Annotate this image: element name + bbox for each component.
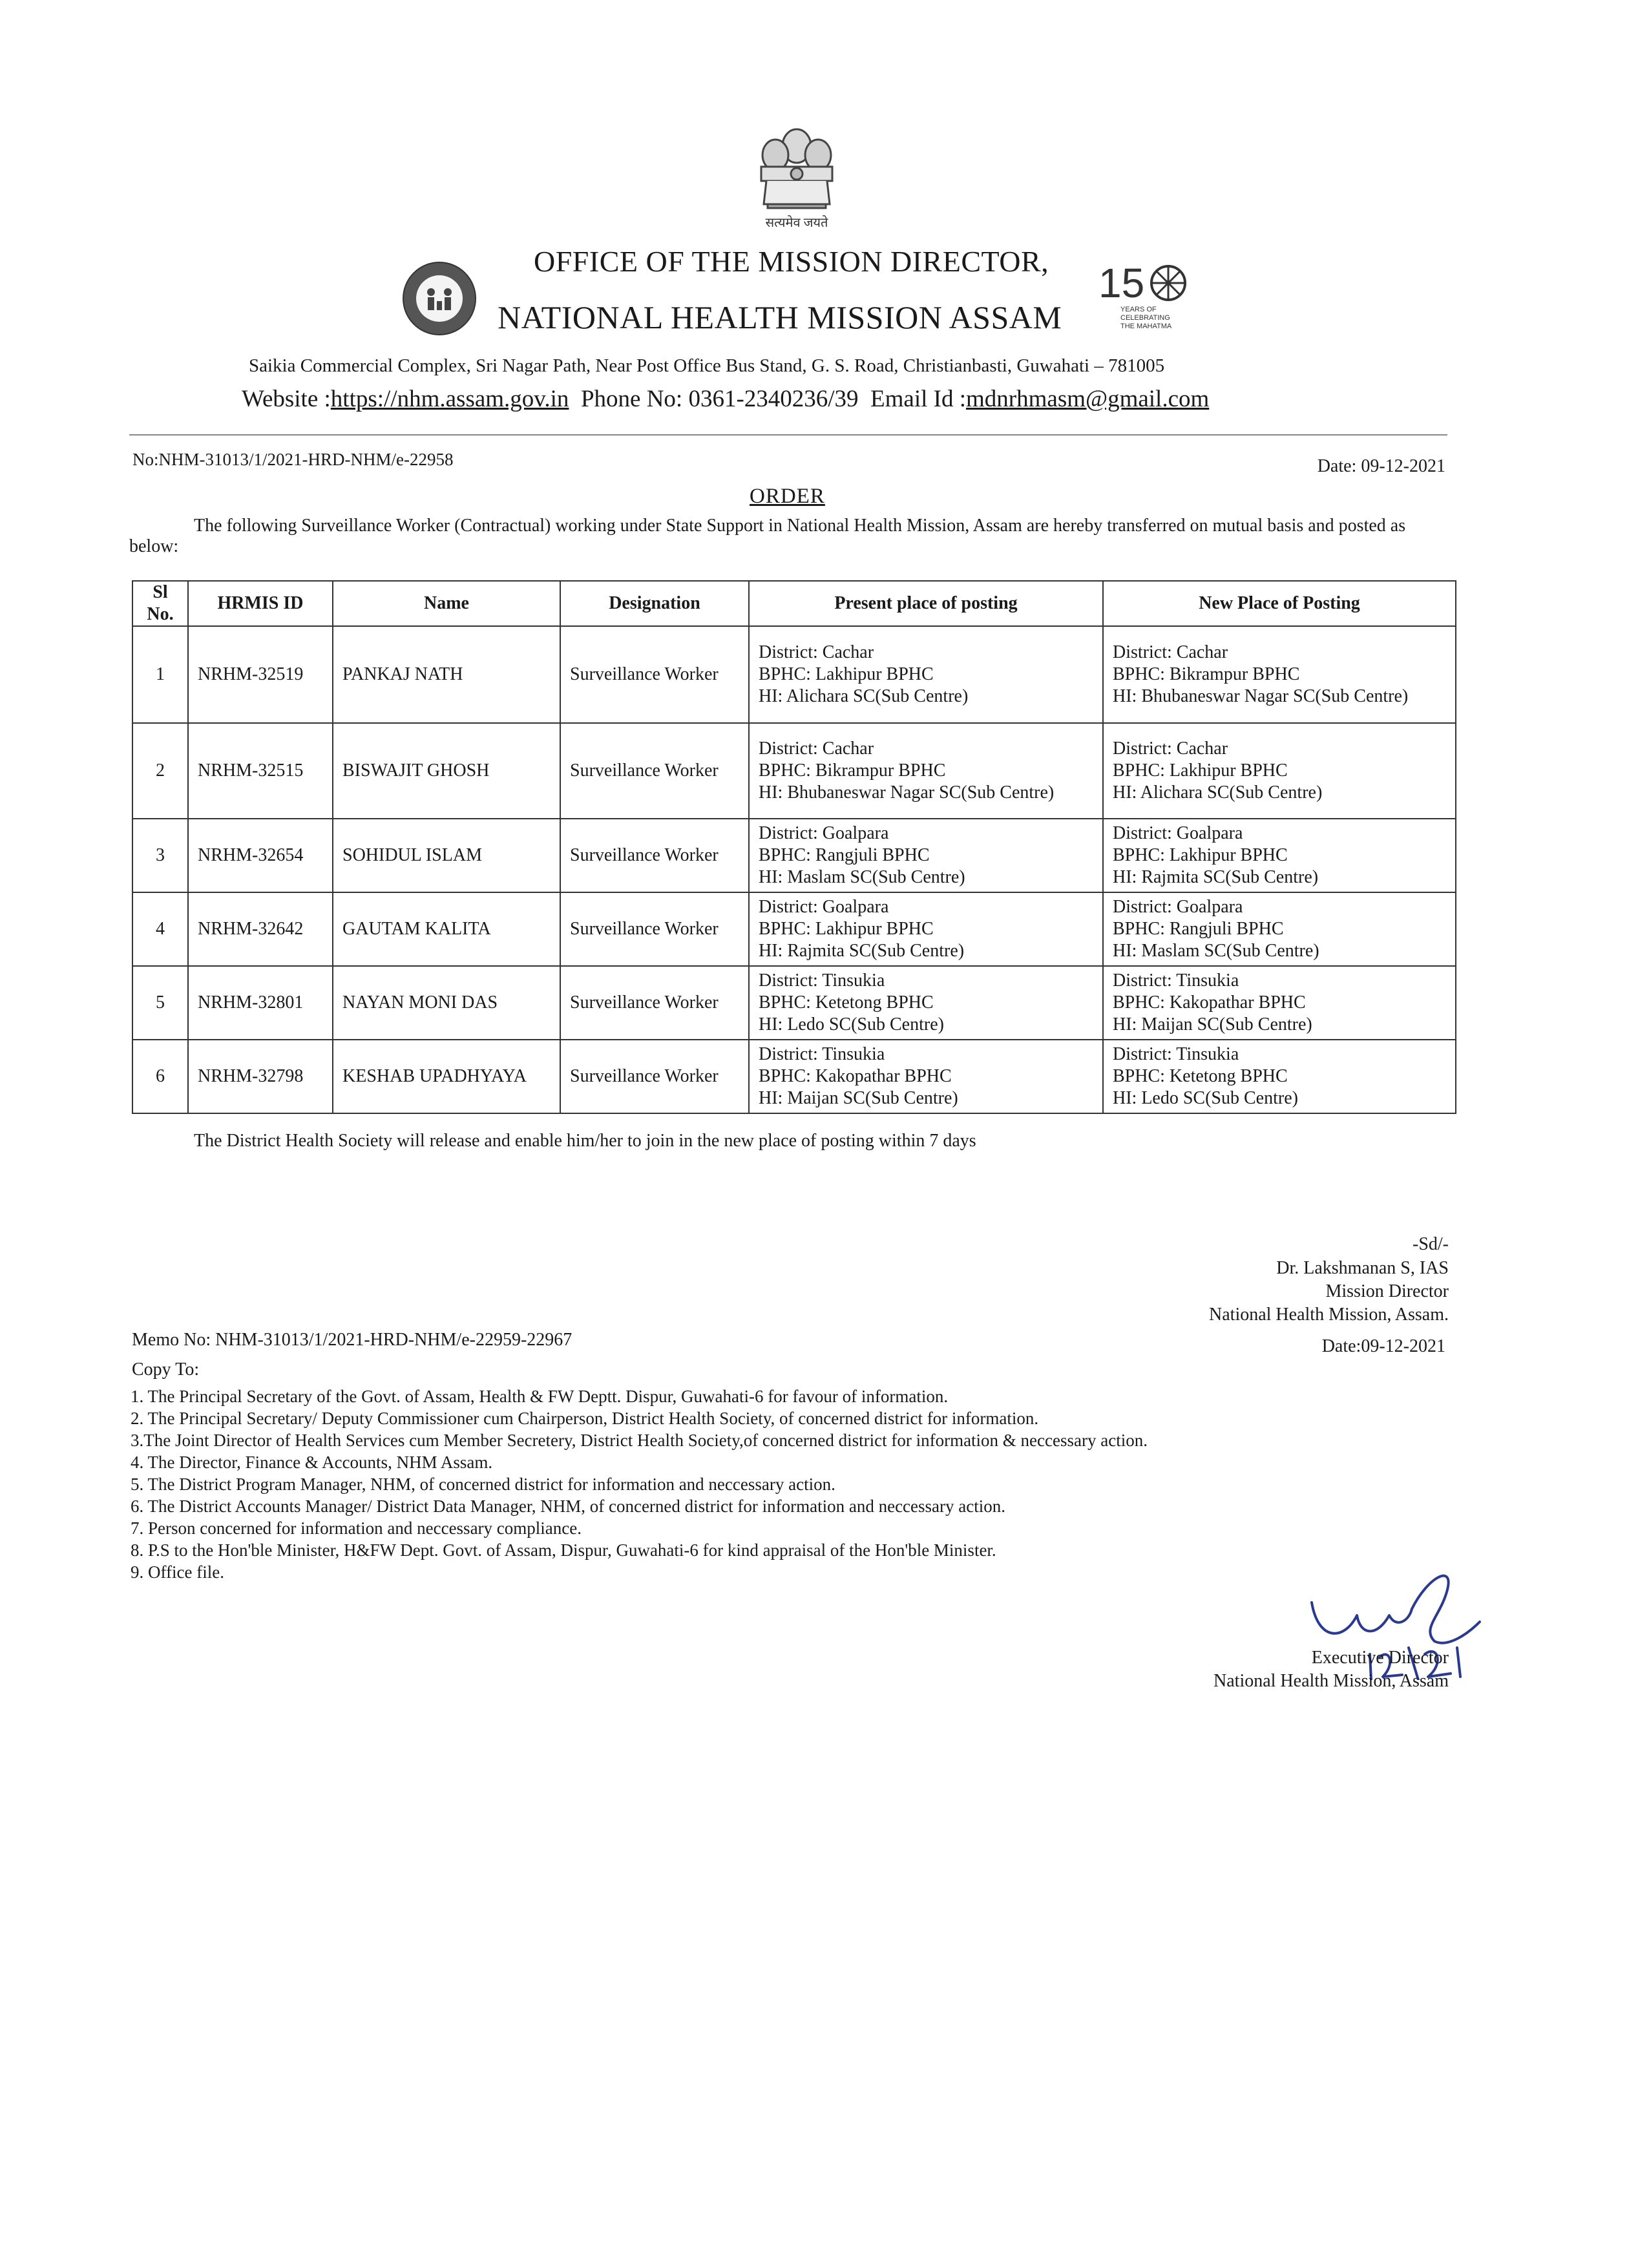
- order-heading: ORDER: [750, 485, 825, 508]
- contact-line: [242, 385, 1405, 413]
- serial-number: 6: [132, 1040, 188, 1113]
- designation: Surveillance Worker: [560, 723, 749, 819]
- svg-text:YEARS OF: YEARS OF: [1120, 306, 1157, 313]
- hrmis-id: NRHM-32798: [188, 1040, 333, 1113]
- organization-title: NATIONAL HEALTH MISSION ASSAM: [498, 299, 1062, 335]
- column-header: Name: [333, 581, 560, 626]
- serial-number: 5: [132, 966, 188, 1040]
- phone-number: Phone No: 0361-2340236/39: [580, 386, 859, 412]
- list-item: 2. The Principal Secretary/ Deputy Commissioner cum Chairperson, District Health Society, of concerned district for information.: [131, 1409, 1039, 1428]
- office-title: OFFICE OF THE MISSION DIRECTOR,: [534, 245, 1049, 278]
- email-link[interactable]: mdnrhmasm@gmail.com: [966, 386, 1210, 412]
- column-header: HRMIS ID: [188, 581, 333, 626]
- new-posting: District: Goalpara BPHC: Rangjuli BPHC HI: Maslam SC(Sub Centre): [1103, 892, 1456, 966]
- signed-mark: -Sd/-: [1413, 1234, 1449, 1254]
- table-row: [132, 1040, 1456, 1113]
- employee-name: GAUTAM KALITA: [333, 892, 560, 966]
- new-posting: District: Cachar BPHC: Lakhipur BPHC HI: Alichara SC(Sub Centre): [1103, 723, 1456, 819]
- hrmis-id: NRHM-32642: [188, 892, 333, 966]
- present-posting: District: Goalpara BPHC: Lakhipur BPHC HI: Rajmita SC(Sub Centre): [749, 892, 1103, 966]
- signatory-designation: Mission Director: [1325, 1281, 1449, 1301]
- signatory-name: Dr. Lakshmanan S, IAS: [1276, 1258, 1449, 1278]
- website-label: Website :: [242, 386, 331, 412]
- reference-number: No:NHM-31013/1/2021-HRD-NHM/e-22958: [132, 450, 454, 469]
- employee-name: KESHAB UPADHYAYA: [333, 1040, 560, 1113]
- designation: Surveillance Worker: [560, 819, 749, 892]
- list-item: 9. Office file.: [131, 1562, 224, 1582]
- new-posting: District: Cachar BPHC: Bikrampur BPHC HI: Bhubaneswar Nagar SC(Sub Centre): [1103, 626, 1456, 723]
- new-posting: District: Tinsukia BPHC: Kakopathar BPHC HI: Maijan SC(Sub Centre): [1103, 966, 1456, 1040]
- designation: Surveillance Worker: [560, 892, 749, 966]
- table-header-row: [132, 581, 1456, 626]
- gandhi-150-logo-icon: [1092, 246, 1189, 342]
- hrmis-id: NRHM-32519: [188, 626, 333, 723]
- employee-name: BISWAJIT GHOSH: [333, 723, 560, 819]
- list-item: 4. The Director, Finance & Accounts, NHM Assam.: [131, 1453, 493, 1472]
- new-posting: District: Goalpara BPHC: Lakhipur BPHC HI: Rajmita SC(Sub Centre): [1103, 819, 1456, 892]
- hrmis-id: NRHM-32515: [188, 723, 333, 819]
- signatory-office: National Health Mission, Assam.: [1209, 1305, 1449, 1325]
- table-row: [132, 966, 1456, 1040]
- website-link[interactable]: https://nhm.assam.gov.in: [330, 386, 569, 412]
- email-label: Email Id :: [870, 386, 967, 412]
- employee-name: SOHIDUL ISLAM: [333, 819, 560, 892]
- new-posting: District: Tinsukia BPHC: Ketetong BPHC HI: Ledo SC(Sub Centre): [1103, 1040, 1456, 1113]
- column-header: New Place of Posting: [1103, 581, 1456, 626]
- svg-text:CELEBRATING: CELEBRATING: [1120, 314, 1170, 322]
- table-row: [132, 892, 1456, 966]
- present-posting: District: Goalpara BPHC: Rangjuli BPHC HI: Maslam SC(Sub Centre): [749, 819, 1103, 892]
- order-intro: The following Surveillance Worker (Contractual) working under State Support in National Health Mission, Assam are hereby transferred on mutual basis and posted as below:: [129, 516, 1406, 556]
- memo-date: Date:09-12-2021: [1321, 1336, 1445, 1356]
- column-header: Designation: [560, 581, 749, 626]
- memo-number: Memo No: NHM-31013/1/2021-HRD-NHM/e-22959-22967: [132, 1330, 572, 1350]
- svg-text:THE MAHATMA: THE MAHATMA: [1120, 322, 1172, 330]
- executive-block: [1213, 1646, 1449, 1693]
- list-item: 3.The Joint Director of Health Services cum Member Secretery, District Health Society,of concerned district for information & neccessary action.: [131, 1431, 1148, 1450]
- present-posting: District: Tinsukia BPHC: Ketetong BPHC HI: Ledo SC(Sub Centre): [749, 966, 1103, 1040]
- svg-text:15: 15: [1098, 260, 1145, 306]
- list-item: 7. Person concerned for information and neccessary compliance.: [131, 1518, 582, 1538]
- serial-number: 3: [132, 819, 188, 892]
- serial-number: 4: [132, 892, 188, 966]
- list-item: 6. The District Accounts Manager/ District Data Manager, NHM, of concerned district for information and neccessary action.: [131, 1496, 1005, 1516]
- present-posting: District: Tinsukia BPHC: Kakopathar BPHC HI: Maijan SC(Sub Centre): [749, 1040, 1103, 1113]
- designation: Surveillance Worker: [560, 626, 749, 723]
- executive-office: National Health Mission, Assam: [1213, 1671, 1449, 1691]
- list-item: 5. The District Program Manager, NHM, of concerned district for information and neccessary action.: [131, 1475, 835, 1494]
- column-header: Sl No.: [132, 581, 188, 626]
- signatory-block: [1209, 1257, 1449, 1327]
- table-row: [132, 819, 1456, 892]
- table-row: [132, 626, 1456, 723]
- present-posting: District: Cachar BPHC: Lakhipur BPHC HI: Alichara SC(Sub Centre): [749, 626, 1103, 723]
- employee-name: NAYAN MONI DAS: [333, 966, 560, 1040]
- table-row: [132, 723, 1456, 819]
- employee-name: PANKAJ NATH: [333, 626, 560, 723]
- emblem-caption: सत्यमेव जयते: [765, 216, 828, 230]
- order-date: Date: 09-12-2021: [1317, 456, 1445, 476]
- column-header: Present place of posting: [749, 581, 1103, 626]
- hrmis-id: NRHM-32654: [188, 819, 333, 892]
- header-divider: [129, 434, 1447, 436]
- hrmis-id: NRHM-32801: [188, 966, 333, 1040]
- executive-designation: Executive Director: [1311, 1648, 1449, 1668]
- serial-number: 2: [132, 723, 188, 819]
- designation: Surveillance Worker: [560, 1040, 749, 1113]
- copy-to-label: Copy To:: [132, 1360, 200, 1380]
- present-posting: District: Cachar BPHC: Bikrampur BPHC HI: Bhubaneswar Nagar SC(Sub Centre): [749, 723, 1103, 819]
- release-note: The District Health Society will release and enable him/her to join in the new place of posting within 7 days: [194, 1131, 976, 1151]
- list-item: 8. P.S to the Hon'ble Minister, H&FW Dept. Govt. of Assam, Dispur, Guwahati-6 for kind appraisal of the Hon'ble Minister.: [131, 1540, 996, 1560]
- serial-number: 1: [132, 626, 188, 723]
- list-item: 1. The Principal Secretary of the Govt. of Assam, Health & FW Deptt. Dispur, Guwahati-6 for favour of information.: [131, 1387, 949, 1406]
- transfer-table: [132, 580, 1456, 1114]
- copy-to-list: [131, 1385, 1487, 1583]
- nhm-logo-icon: [401, 260, 478, 337]
- designation: Surveillance Worker: [560, 966, 749, 1040]
- office-address: Saikia Commercial Complex, Sri Nagar Path, Near Post Office Bus Stand, G. S. Road, Christianbasti, Guwahati – 781005: [249, 355, 1165, 376]
